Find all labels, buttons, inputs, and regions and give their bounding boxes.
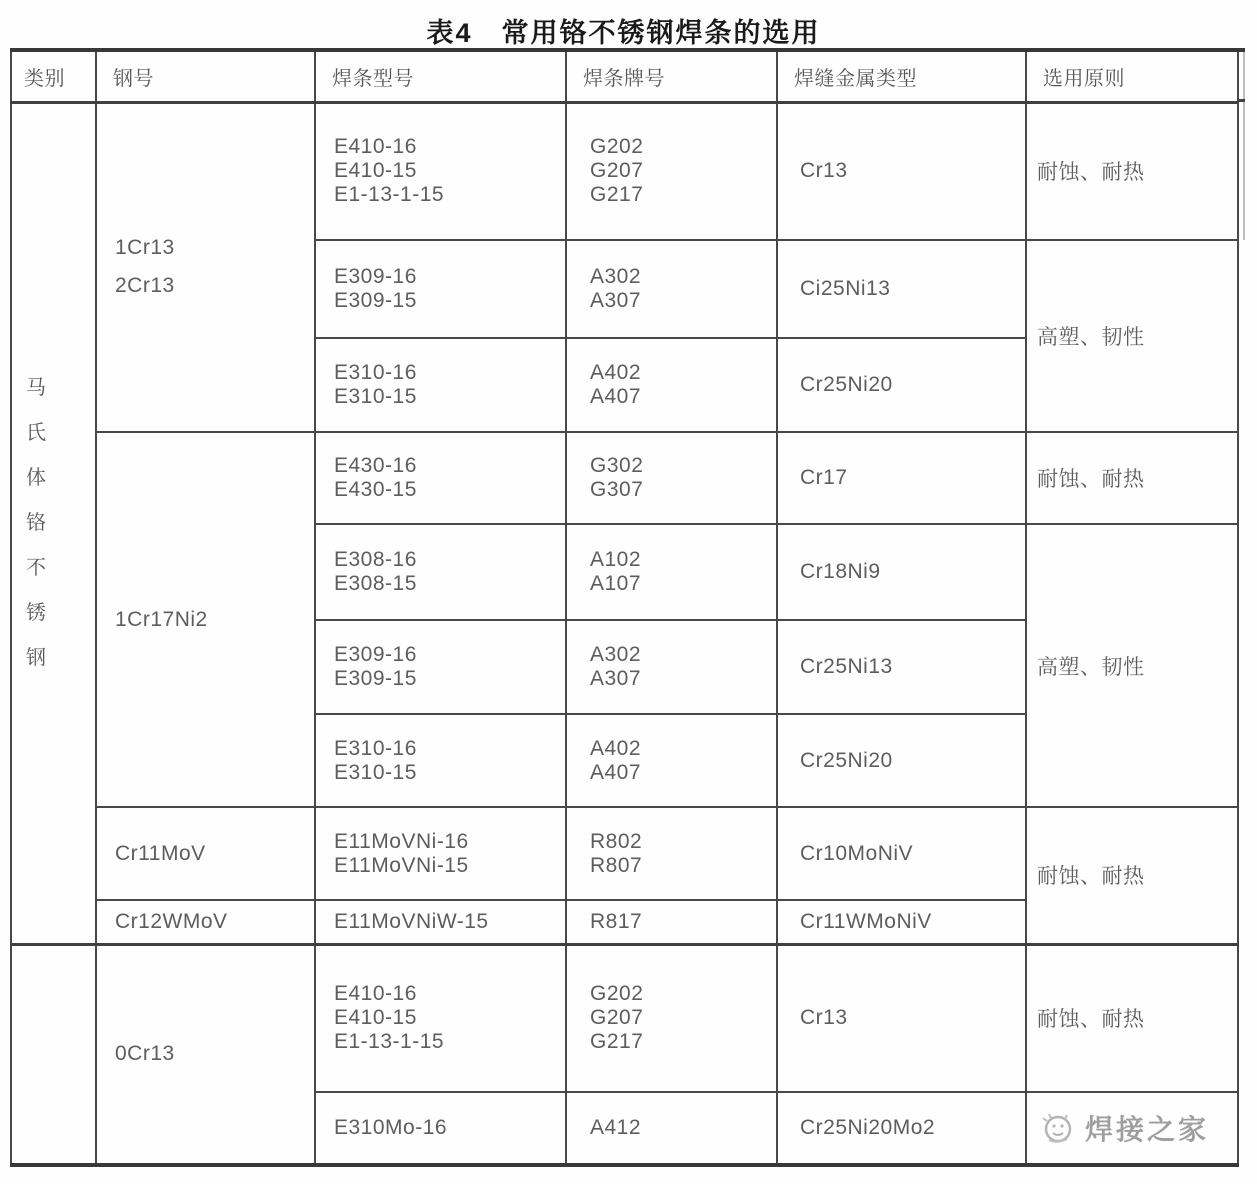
cell-text: E308-16 — [334, 548, 417, 571]
electrode-brand-cell — [566, 524, 777, 620]
category-cell-empty — [11, 944, 96, 1165]
header-row — [11, 50, 1238, 102]
electrode-type-cell — [315, 524, 566, 620]
cell-text: 铬 — [26, 512, 47, 534]
cell-text: R802 — [590, 829, 643, 853]
selection-principle-cell: 耐蚀、耐热 — [1026, 102, 1238, 240]
weld-metal-cell: Cr25Ni20 — [777, 338, 1026, 432]
electrode-type-cell — [315, 102, 566, 240]
electrode-type-cell — [315, 714, 566, 807]
cell-text: E310-16 — [334, 361, 417, 384]
electrode-brand-cell — [566, 807, 777, 900]
cell-text: 马 — [26, 377, 47, 399]
table-row — [11, 432, 1238, 524]
cell-text: G302 — [590, 454, 644, 477]
selection-principle-cell: 耐蚀、耐热 — [1026, 432, 1238, 524]
steel-grade-cell: Cr11MoV — [96, 807, 315, 900]
electrode-brand-cell — [566, 102, 777, 240]
electrode-brand-cell — [566, 944, 777, 1092]
electrode-brand-cell — [566, 714, 777, 807]
cell-text: G202 — [590, 982, 644, 1006]
electrode-type-cell — [315, 432, 566, 524]
cell-text: E310-15 — [334, 760, 417, 784]
electrode-type-cell: E11MoVNiW-15 — [315, 900, 566, 944]
electrode-type-cell — [315, 240, 566, 338]
cell-text: E1-13-1-15 — [334, 183, 445, 207]
cell-text: G202 — [590, 135, 644, 159]
cell-text: A407 — [590, 385, 642, 408]
watermark-text: 焊接之家 — [1085, 1114, 1210, 1145]
cell-text: A302 — [590, 265, 642, 288]
selection-principle-cell — [1026, 1092, 1238, 1165]
cell-text: A402 — [590, 361, 642, 384]
right-edge-artifact-mid — [1237, 99, 1245, 102]
electrode-brand-cell — [566, 620, 777, 714]
steel-grade-cell: Cr12WMoV — [96, 900, 315, 944]
cell-text: A302 — [590, 643, 642, 666]
electrode-type-cell — [315, 620, 566, 714]
cell-text: 2Cr13 — [115, 274, 175, 298]
weld-metal-cell: Cr17 — [777, 432, 1026, 524]
cell-text: G207 — [590, 159, 644, 183]
electrode-selection-table — [10, 48, 1239, 1167]
cell-text: 氏 — [26, 422, 47, 444]
table-row — [11, 944, 1238, 1092]
cell-text: E308-15 — [334, 572, 417, 595]
weld-metal-cell: Ci25Ni13 — [777, 240, 1026, 338]
cell-text: G307 — [590, 478, 644, 501]
steel-grade-cell: 0Cr13 — [96, 944, 315, 1165]
cell-text: 锈 — [26, 602, 47, 624]
cell-text: E410-16 — [334, 135, 417, 159]
selection-principle-cell: 耐蚀、耐热 — [1026, 944, 1238, 1092]
header-category: 类别 — [11, 50, 96, 102]
header-weld-metal: 焊缝金属类型 — [777, 50, 1026, 102]
right-edge-artifact-line — [1243, 48, 1245, 240]
electrode-type-cell — [315, 944, 566, 1092]
weld-metal-cell: Cr25Ni20Mo2 — [777, 1092, 1026, 1165]
weld-metal-cell: Cr10MoNiV — [777, 807, 1026, 900]
header-electrode-type: 焊条型号 — [315, 50, 566, 102]
cell-text: E1-13-1-15 — [334, 1030, 445, 1054]
cell-text: E309-15 — [334, 289, 417, 312]
cell-text: G217 — [590, 183, 644, 207]
steel-grade-cell — [96, 102, 315, 432]
cell-text: G207 — [590, 1006, 644, 1030]
weld-metal-cell: Cr25Ni20 — [777, 714, 1026, 807]
electrode-type-cell — [315, 338, 566, 432]
cell-text: R807 — [590, 853, 643, 877]
electrode-type-cell — [315, 807, 566, 900]
electrode-brand-cell — [566, 432, 777, 524]
category-cell — [11, 102, 96, 944]
electrode-brand-cell: A412 — [566, 1092, 777, 1165]
cell-text: 钢 — [26, 647, 47, 669]
electrode-type-cell: E310Mo-16 — [315, 1092, 566, 1165]
cell-text: A307 — [590, 667, 642, 690]
cell-text: A107 — [590, 572, 642, 595]
table-row — [11, 807, 1238, 900]
header-selection-principle: 选用原则 — [1026, 50, 1238, 102]
category-vertical-label — [12, 377, 95, 669]
cell-text: A102 — [590, 548, 642, 571]
cell-text: E310-15 — [334, 385, 417, 408]
header-steel-grade: 钢号 — [96, 50, 315, 102]
right-edge-artifact-top — [1237, 48, 1245, 52]
cell-text: E309-16 — [334, 265, 417, 288]
cell-text: E11MoVNi-16 — [334, 829, 469, 853]
cell-text: G217 — [590, 1030, 644, 1054]
cell-text: E430-16 — [334, 454, 417, 477]
table-title: 表4 常用铬不锈钢焊条的选用 — [426, 18, 821, 48]
cell-text: 1Cr13 — [115, 236, 175, 260]
weld-metal-cell: Cr11WMoNiV — [777, 900, 1026, 944]
cell-text: A307 — [590, 289, 642, 312]
electrode-brand-cell — [566, 240, 777, 338]
watermark-logo-icon — [1037, 1110, 1077, 1146]
weld-metal-cell: Cr25Ni13 — [777, 620, 1026, 714]
cell-text: E309-16 — [334, 643, 417, 666]
table-row — [11, 102, 1238, 240]
cell-text: A407 — [590, 760, 642, 784]
cell-text: E11MoVNi-15 — [334, 853, 469, 877]
steel-grade-cell: 1Cr17Ni2 — [96, 432, 315, 807]
cell-text: E410-15 — [334, 1006, 417, 1030]
watermark — [1027, 1108, 1237, 1148]
cell-text: 不 — [26, 557, 47, 579]
electrode-brand-cell: R817 — [566, 900, 777, 944]
selection-principle-cell: 高塑、韧性 — [1026, 240, 1238, 432]
header-electrode-brand: 焊条牌号 — [566, 50, 777, 102]
cell-text: E410-15 — [334, 159, 417, 183]
weld-metal-cell: Cr13 — [777, 102, 1026, 240]
cell-text: 体 — [26, 467, 47, 489]
cell-text: A402 — [590, 736, 642, 760]
cell-text: E310-16 — [334, 736, 417, 760]
electrode-brand-cell — [566, 338, 777, 432]
cell-text: E410-16 — [334, 982, 417, 1006]
cell-text: E430-15 — [334, 478, 417, 501]
weld-metal-cell: Cr13 — [777, 944, 1026, 1092]
weld-metal-cell: Cr18Ni9 — [777, 524, 1026, 620]
selection-principle-cell: 耐蚀、耐热 — [1026, 807, 1238, 944]
selection-principle-cell: 高塑、韧性 — [1026, 524, 1238, 807]
cell-text: E309-15 — [334, 667, 417, 690]
